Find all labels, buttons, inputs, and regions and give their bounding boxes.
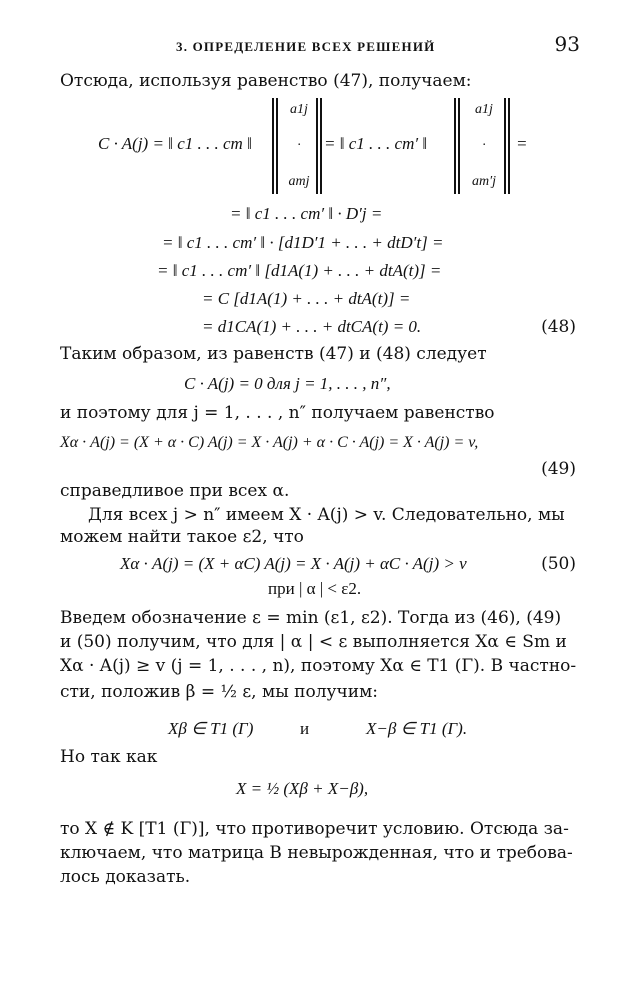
chain-line-4: = C [d1A(1) + . . . + dtA(t)] =	[202, 289, 411, 308]
eq-half: X = ½ (Xβ + X−β),	[236, 779, 369, 798]
paragraph-6d: сти, положив β = ½ ε, мы получим:	[60, 682, 379, 702]
eq-label-48: (48)	[541, 317, 576, 337]
paragraph-4: справедливое при всех α.	[60, 481, 290, 501]
paragraph-2: Таким образом, из равенств (47) и (48) следует	[60, 344, 487, 364]
eq-label-50: (50)	[541, 554, 576, 574]
chain-line-5: = d1CA(1) + . . . + dtCA(t) = 0.	[202, 317, 422, 336]
eq-50: Xα · A(j) = (X + αC) A(j) = X · A(j) + αC · A(j) > v	[120, 554, 467, 573]
eq-beta-and: и	[300, 719, 310, 738]
matrix2-top: a1j	[475, 102, 493, 117]
matrix2-bar-right-a	[504, 98, 506, 194]
section-title: 3. ОПРЕДЕЛЕНИЕ ВСЕХ РЕШЕНИЙ	[176, 39, 436, 54]
eq-top-right: =	[516, 134, 528, 153]
chain-line-2: = ‖ c1 . . . cm′ ‖ · [d1D′1 + . . . + dtD′t] =	[162, 233, 444, 252]
paragraph-6b: и (50) получим, что для | α | < ε выполняется Xα ∈ Sm и	[60, 632, 567, 652]
matrix2-dots: ·	[482, 138, 486, 153]
eq-label-49: (49)	[541, 459, 576, 479]
intro-text: Отсюда, используя равенство (47), получаем:	[60, 71, 472, 91]
matrix1-bar-right-b	[320, 98, 322, 194]
matrix2-bar-right-b	[508, 98, 510, 194]
matrix2	[464, 102, 504, 190]
chain-line-3: = ‖ c1 . . . cm′ ‖ [d1A(1) + . . . + dtA(t)] =	[157, 261, 442, 280]
matrix1-bar-left-a	[272, 98, 274, 194]
eq-c-zero: C · A(j) = 0 для j = 1, . . . , n″,	[184, 374, 391, 393]
eq-top-mid: = ‖ c1 . . . cm′ ‖	[324, 134, 428, 153]
paragraph-7: Но так как	[60, 747, 158, 767]
matrix1-dots: ·	[297, 138, 301, 153]
matrix2-bar-left-a	[454, 98, 456, 194]
paragraph-8b: ключаем, что матрица B невырожденная, что и требова-	[60, 843, 573, 863]
paragraph-6c: Xα · A(j) ≥ v (j = 1, . . . , n), поэтому Xα ∈ T1 (Γ). В частно-	[60, 656, 577, 676]
paragraph-3: и поэтому для j = 1, . . . , n″ получаем равенство	[60, 403, 495, 423]
matrix1	[282, 102, 316, 190]
eq-top-left: C · A(j) = ‖ c1 . . . cm ‖	[98, 134, 252, 153]
paragraph-8a: то X ∉ K [T1 (Γ)], что противоречит условию. Отсюда за-	[60, 819, 569, 839]
running-header	[60, 32, 580, 56]
matrix1-bar-left-b	[276, 98, 278, 194]
matrix1-top: a1j	[290, 102, 308, 117]
paragraph-5b: можем найти такое ε2, что	[60, 527, 304, 547]
matrix2-bar-left-b	[458, 98, 460, 194]
matrix1-bar-right-a	[316, 98, 318, 194]
eq-beta-right: X−β ∈ T1 (Γ).	[366, 719, 468, 738]
paragraph-5a: Для всех j > n″ имеем X · A(j) > v. Следовательно, мы	[88, 505, 565, 525]
eq-50-condition: при | α | < ε2.	[268, 579, 362, 598]
chain-line-1: = ‖ c1 . . . cm′ ‖ · D′j =	[230, 204, 383, 223]
paragraph-6a: Введем обозначение ε = min (ε1, ε2). Тогда из (46), (49)	[60, 608, 562, 628]
page-number: 93	[554, 32, 580, 56]
matrix2-bottom: am′j	[471, 174, 497, 189]
eq-49: Xα · A(j) = (X + α · C) A(j) = X · A(j) + α · C · A(j) = X · A(j) = v,	[60, 434, 479, 451]
paragraph-8c: лось доказать.	[60, 867, 191, 887]
eq-beta-left: Xβ ∈ T1 (Γ)	[168, 719, 254, 738]
matrix1-bottom: amj	[288, 174, 310, 189]
